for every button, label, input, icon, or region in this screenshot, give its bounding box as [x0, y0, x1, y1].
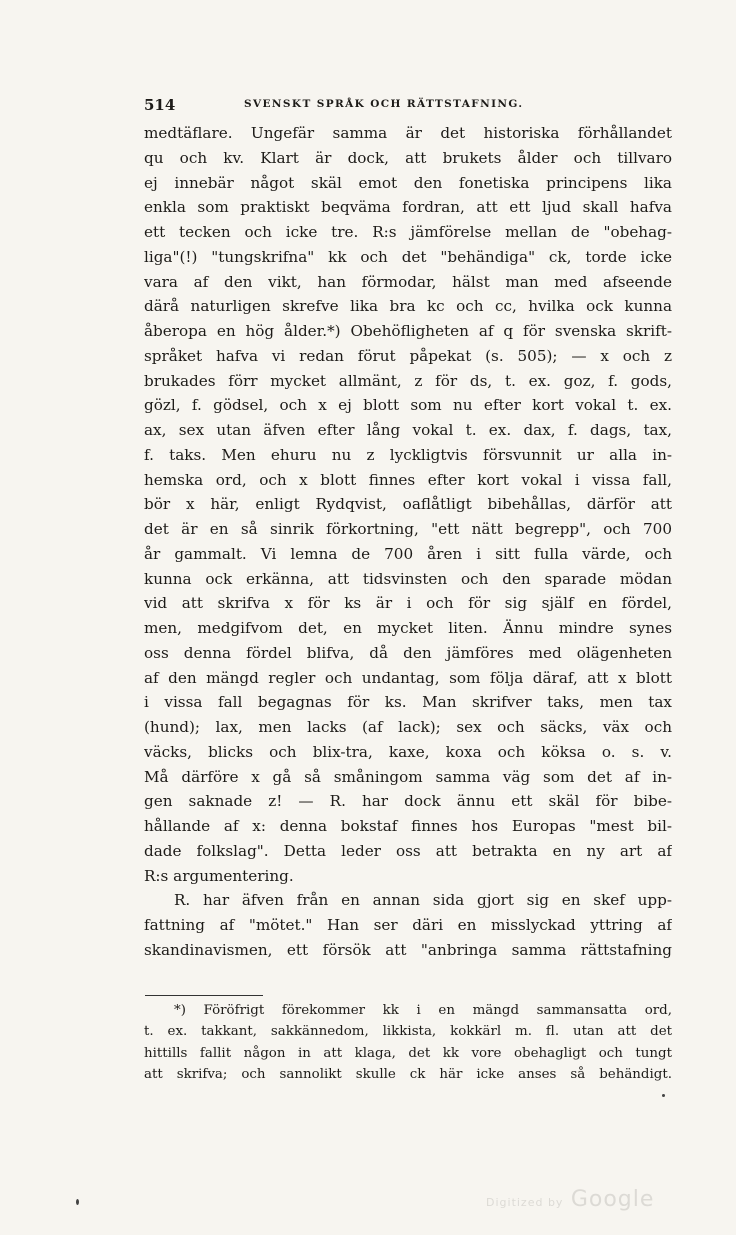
- text-line: af den mängd regler och undantag, som följa däraf, att x blott: [144, 668, 672, 687]
- text-line: dade folkslag". Detta leder oss att betrakta en ny art af: [144, 841, 672, 860]
- watermark-prefix: Digitized by: [486, 1196, 564, 1209]
- text-line: vara af den vikt, han förmodar, hälst man med afseende: [144, 272, 672, 291]
- text-line: brukades förr mycket allmänt, z för ds, t. ex. goz, f. gods,: [144, 371, 672, 390]
- text-line: i vissa fall begagnas för ks. Man skrifver taks, men tax: [144, 693, 672, 712]
- body-text: [144, 121, 672, 963]
- text-line: år gammalt. Vi lemna de 700 åren i sitt fulla värde, och: [144, 544, 672, 563]
- text-line: hemska ord, och x blott finnes efter kort vokal i vissa fall,: [144, 470, 672, 489]
- footnote-line: att skrifva; och sannolikt skulle ck här icke anses så behändigt.: [144, 1067, 672, 1083]
- text-line: språket hafva vi redan förut påpekat (s. 505); — x och z: [144, 346, 672, 365]
- print-speck: [76, 1199, 79, 1205]
- text-line: kunna ock erkänna, att tidsvinsten och den sparade mödan: [144, 569, 672, 588]
- text-line: vid att skrifva x för ks är i och för sig själf en fördel,: [144, 594, 672, 613]
- text-line: men, medgifvom det, en mycket liten. Ännu mindre synes: [144, 619, 672, 637]
- text-line: väcks, blicks och blix-tra, kaxe, koxa och köksa o. s. v.: [144, 742, 672, 761]
- footnote-rule: [145, 995, 263, 996]
- text-line: R:s argumentering.: [144, 866, 294, 885]
- footnote-line: t. ex. takkant, sakkännedom, likkista, kokkärl m. fl. utan att det: [144, 1024, 672, 1040]
- page-header: [144, 96, 672, 118]
- footnote: [144, 1000, 672, 1086]
- text-line: f. taks. Men ehuru nu z lyckligtvis försvunnit ur alla in-: [144, 445, 672, 464]
- text-line: därå naturligen skrefve lika bra kc och cc, hvilka ock kunna: [144, 297, 672, 316]
- text-line: oss denna fördel blifva, då den jämföres med olägenheten: [144, 643, 672, 662]
- text-line: åberopa en hög ålder.*) Obehöfligheten af q för svenska skrift-: [144, 322, 672, 340]
- text-line: qu och kv. Klart är dock, att brukets ålder och tillvaro: [144, 148, 672, 167]
- text-line: R. har äfven från en annan sida gjort sig en skef upp-: [174, 891, 672, 910]
- text-line: ett tecken och icke tre. R:s jämförelse mellan de "obehag-: [144, 223, 672, 241]
- watermark-brand: Google: [570, 1187, 655, 1212]
- text-line: gözl, f. gödsel, och x ej blott som nu efter kort vokal t. ex.: [144, 396, 672, 415]
- running-title: SVENSKT SPRÅK OCH RÄTTSTAFNING.: [244, 98, 524, 110]
- text-line: ej innebär något skäl emot den fonetiska principens lika: [144, 173, 672, 192]
- text-line: gen saknade z! — R. har dock ännu ett skäl för bibe-: [144, 792, 672, 811]
- text-line: fattning af "mötet." Han ser däri en misslyckad yttring af: [144, 916, 672, 934]
- text-line: det är en så sinrik förkortning, "ett nätt begrepp", och 700: [144, 520, 672, 538]
- text-line: ax, sex utan äfven efter lång vokal t. ex. dax, f. dags, tax,: [144, 421, 672, 439]
- text-line: bör x här, enligt Rydqvist, oaflåtligt bibehållas, därför att: [144, 495, 672, 514]
- text-line: medtäflare. Ungefär samma är det historiska förhållandet: [144, 124, 672, 142]
- footnote-line: hittills fallit någon in att klaga, det kk vore obehagligt och tungt: [144, 1045, 672, 1061]
- text-line: liga"(!) "tungskrifna" kk och det "behändiga" ck, torde icke: [144, 247, 672, 266]
- text-line: hållande af x: denna bokstaf finnes hos Europas "mest bil-: [144, 817, 672, 835]
- text-line: skandinavismen, ett försök att "anbringa samma rättstafning: [144, 940, 672, 959]
- page-number: 514: [144, 96, 176, 114]
- footnote-line: *) Föröfrigt förekommer kk i en mängd sammansatta ord,: [174, 1003, 672, 1018]
- print-speck: [662, 1094, 665, 1097]
- digitization-watermark: [486, 1187, 654, 1212]
- text-line: Må därföre x gå så småningom samma väg som det af in-: [144, 767, 672, 786]
- text-line: (hund); lax, men lacks (af lack); sex och säcks, väx och: [144, 718, 672, 736]
- text-line: enkla som praktiskt beqväma fordran, att ett ljud skall hafva: [144, 198, 672, 217]
